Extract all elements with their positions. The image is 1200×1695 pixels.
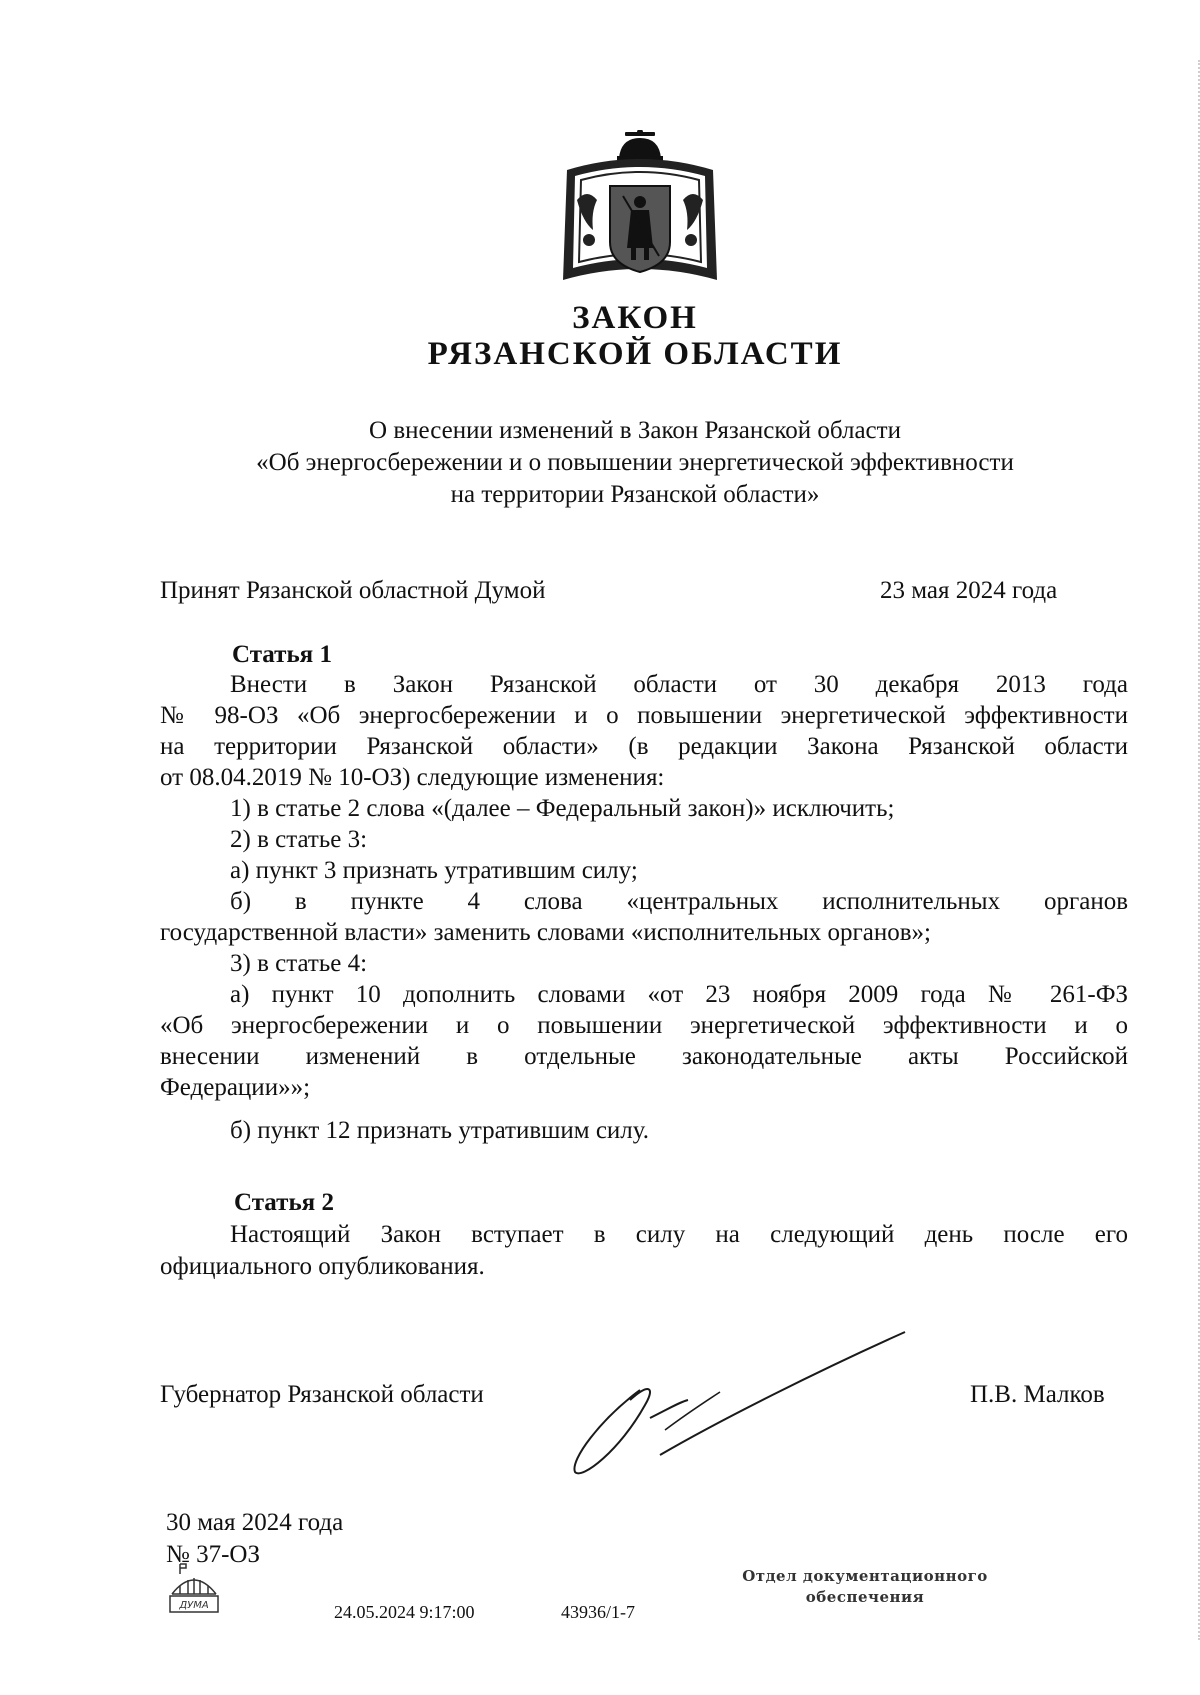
article-1-item: 3) в статье 4:: [230, 950, 368, 977]
article-1-line: Федерации»»;: [160, 1074, 311, 1101]
article-1-item: 2) в статье 3:: [230, 826, 368, 853]
signatory-name: П.В. Малков: [970, 1381, 1105, 1408]
adopted-by: Принят Рязанской областной Думой: [160, 577, 546, 604]
subtitle-line-2: «Об энергосбережении и о повышении энергетической эффективности: [256, 449, 1014, 476]
article-1-item: а) пункт 3 признать утратившим силу;: [230, 857, 638, 884]
scan-edge-artifact: [1192, 60, 1200, 1640]
article-1-line: Внести в Закон Рязанской области от 30 декабря 2013 года: [230, 671, 1128, 698]
article-1-line: от 08.04.2019 № 10-ОЗ) следующие изменения:: [160, 764, 665, 791]
department-stamp-line-1: Отдел документационного: [742, 1567, 988, 1585]
subtitle-line-3: на территории Рязанской области»: [450, 481, 820, 508]
duma-logo-text: ДУМА: [179, 1600, 209, 1611]
law-title: ЗАКОН: [572, 300, 698, 336]
adopted-date: 23 мая 2024 года: [880, 577, 1058, 604]
article-1-line: «Об энергосбережении и о повышении энергетической эффективности и о: [160, 1012, 1128, 1039]
handwritten-signature: [570, 1330, 920, 1475]
article-2-line: официального опубликования.: [160, 1253, 485, 1280]
print-timestamp: 24.05.2024 9:17:00: [334, 1602, 475, 1622]
department-stamp-line-2: обеспечения: [805, 1588, 925, 1606]
article-2-heading: Статья 2: [234, 1189, 334, 1216]
article-1-line: на территории Рязанской области» (в редакции Закона Рязанской области: [160, 733, 1128, 760]
duma-building-icon: [168, 1560, 220, 1616]
department-stamp: [720, 1566, 1010, 1608]
registration-number: 43936/1-7: [561, 1602, 635, 1622]
region-title: РЯЗАНСКОЙ ОБЛАСТИ: [427, 336, 843, 372]
article-1-line: государственной власти» заменить словами «исполнительных органов»;: [160, 919, 931, 946]
article-1-item: а) пункт 10 дополнить словами «от 23 ноября 2009 года № 261-ФЗ: [230, 981, 1128, 1008]
signing-date: 30 мая 2024 года: [166, 1509, 344, 1536]
subtitle-line-1: О внесении изменений в Закон Рязанской области: [369, 417, 901, 444]
article-1-line: внесении изменений в отдельные законодательные акты Российской: [160, 1043, 1128, 1070]
article-1-item: 1) в статье 2 слова «(далее – Федеральный закон)» исключить;: [230, 795, 895, 822]
article-1-item: б) в пункте 4 слова «центральных исполнительных органов: [230, 888, 1128, 915]
coat-of-arms-icon: [555, 130, 725, 288]
law-number: № 37-ОЗ: [166, 1541, 261, 1568]
article-1-line: № 98-ОЗ «Об энергосбережении и о повышении энергетической эффективности: [160, 702, 1128, 729]
article-1-heading: Статья 1: [232, 641, 332, 668]
signatory-position: Губернатор Рязанской области: [160, 1381, 484, 1408]
article-1-item: б) пункт 12 признать утратившим силу.: [230, 1117, 650, 1144]
article-2-line: Настоящий Закон вступает в силу на следующий день после его: [230, 1221, 1128, 1248]
